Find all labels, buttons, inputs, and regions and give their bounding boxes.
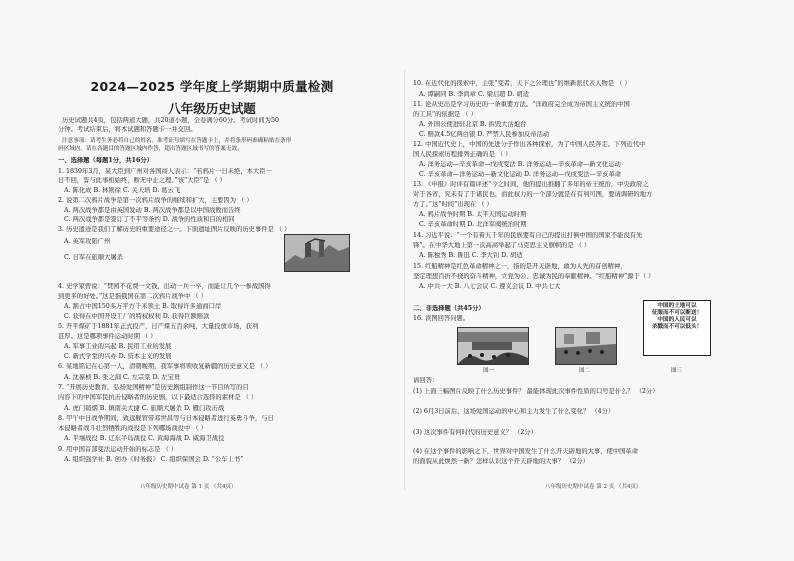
figure-caption: 图一 bbox=[483, 368, 495, 374]
option-line: C. 辛亥革命时期 D. 北洋军阀统治时期 bbox=[419, 221, 527, 228]
option-line: C. 两次战争都是签订了不平等条约 D. 战争的性质和目的相同 bbox=[64, 216, 235, 223]
option-line: A. 虎门销烟 B. 镇南关大捷 C. 旅顺大屠杀 D. 雁门攻击战 bbox=[64, 405, 225, 412]
question-line: 本侵略者战斗壮烈牺牲的战役是下列哪场战役中 （ ） bbox=[58, 425, 207, 432]
option-line: A. 割占中国150多万平方千米领土 B. 取得许多通商口岸 bbox=[64, 303, 222, 310]
question-line: 6. 某地铭记在心第一人，清朝晚期，我军事将领收复新疆的历史意义是 （ ） bbox=[58, 363, 272, 370]
instruction-line: 历史试题共4页，包括两道大题，共20道小题，全卷满分60分。考试时间为50 bbox=[62, 117, 279, 124]
question-line: 请回答： bbox=[413, 377, 439, 384]
question-line: 4. 史学家曾说：“焚园不花费一文钱，出动一兵一卒，而能让几个一参战国得 bbox=[58, 283, 271, 290]
figure-two-photo bbox=[555, 327, 617, 365]
option-line: A. 中共一大 B. 八七会议 C. 遵义会议 D. 中共七大 bbox=[419, 283, 561, 290]
option-line: A. 鸦片战争时期 B. 太平天国运动时期 bbox=[419, 211, 527, 218]
question-line: 16. 读图回答问题。 bbox=[413, 315, 470, 322]
slogan-line: 中国的人民可以 bbox=[657, 317, 697, 323]
question-line: 的工具”的依据是 （ ） bbox=[413, 111, 477, 118]
figure-one-photo bbox=[457, 327, 529, 365]
exam-title: 2024—2025 学年度上学期期中质量检测 bbox=[90, 79, 334, 94]
option-line: C. 赔款4.5亿两白银 D. 严禁人民参加反帝活动 bbox=[419, 131, 550, 138]
figure-caption: 图三 bbox=[671, 368, 683, 374]
page-footer-right: 八年级历史期中试卷 第 2 页 （共4页） bbox=[545, 484, 642, 490]
instruction-line: 分钟。考试结束后，将本试题和答题卡一并交回。 bbox=[58, 126, 197, 133]
question-line: 国人民探索历程排列正确的是 （ ） bbox=[413, 151, 512, 158]
question-line: 7. “开展历史教育，弘扬爱国精神”是历史剧组制作这一节目所写的目 bbox=[58, 384, 249, 391]
question-line: 方了。”这“时间”出现在 （ ） bbox=[413, 201, 493, 208]
question-line: 的面貌从此焕然一新？怎样认识这个开天辟地的大事？ （2分） bbox=[413, 458, 590, 465]
question-line: 到更多的好处。”这是指俄国在第二次鸦片战争中 （ ） bbox=[58, 293, 207, 300]
page-footer-left: 八年级历史期中试卷 第 1 页 （共4页） bbox=[140, 484, 237, 490]
page-divider bbox=[404, 70, 405, 490]
option-line: A. 洋务运动—辛亥革命—戊戌变法 B. 洋务运动—辛亥革命—新文化运动 bbox=[419, 161, 621, 168]
question-line: 13. 《申报》时评有篇评述“今之时间，他的提出推翻了多年的帝王统治，中央政府之 bbox=[413, 181, 649, 188]
question-line: 2. 说第二次鸦片战争是第一次鸦片战争的继续和扩大，主要因为 （ ） bbox=[58, 197, 253, 204]
right-page bbox=[413, 0, 763, 561]
question-line: 8. 甲午中日战争期间，致远舰管带邓世昌等与日本侵略者进行英勇斗争，与日 bbox=[58, 415, 274, 422]
section-heading: 一、选择题（每题1分，共16分） bbox=[58, 157, 154, 164]
exam-subtitle: 八年级历史试题 bbox=[168, 101, 256, 116]
question-line: 11. 论从史出是学习历史的一条重要方法。“洋政府完全成为帝国主义统治中国 bbox=[413, 101, 630, 108]
question-line: 15. 红船精神是红色革命精神之一，指的是开天辟地，敢为人先的首创精神， bbox=[413, 263, 627, 270]
question-line: 内容下的中国军民抗击侵略者的历史剧，以下最适合选择的素材是 （ ） bbox=[58, 394, 258, 401]
slogan-line: 中国的土地可以 bbox=[657, 303, 697, 309]
slogan-line: 征服而不可以断送！ bbox=[651, 310, 703, 316]
question-line: 14. 习近平说：“一个有着五千年的民族要有自己的提出打倒中国的国家不能没有先 bbox=[413, 232, 643, 239]
option-line: A. 组织强学社 B. 创办《时务报》 C. 组织保国会 D. “公车上书” bbox=[64, 456, 244, 463]
option-line: A. 军事工业的兴起 B. 民用工业的发展 bbox=[64, 343, 172, 350]
option-line: A. 谭嗣同 B. 李鸿章 C. 梁启超 D. 胡适 bbox=[419, 91, 529, 98]
figure-caption: 图二 bbox=[579, 368, 591, 374]
option-line: A. 平壤战役 B. 辽东半岛战役 C. 黄海海战 D. 威海卫战役 bbox=[64, 435, 225, 442]
figure-three-slogan-card bbox=[643, 300, 711, 356]
question-line: 日不回，誓与此事相始终，断无中止之理。”该“大臣”是 （ ） bbox=[58, 177, 226, 184]
option-line: A. 陈独秀 B. 鲁迅 C. 李大钊 D. 胡适 bbox=[419, 252, 523, 259]
section-heading: 二、非选择题（共45分） bbox=[413, 305, 485, 312]
option-line: A. 英军攻陷广州 bbox=[64, 238, 111, 245]
slogan-line: 杀戮而不可以低头！ bbox=[651, 324, 703, 330]
question-line: 3. 历史遗迹是我们了解历史的重要途径之一。下面遗址图片反映的历史事件是 （ ） bbox=[58, 226, 291, 233]
question-line: (4) 在这个事件的影响之下，世界对中国发生了什么开天辟地的大事，使中国革命 bbox=[413, 448, 639, 455]
question-line: 1. 1839年3月，某大臣到广州对各国商人表示：“若鸦片一日未绝，本大臣一 bbox=[58, 168, 272, 175]
option-line: A. 陈化成 B. 林则徐 C. 关天培 D. 葛云飞 bbox=[64, 187, 181, 194]
question-line: 9. 用中国首部变法运动开始的标志是 （ ） bbox=[58, 446, 178, 453]
option-line: A. 沈葆桢 B. 张之洞 C. 左宗棠 D. 左宝贵 bbox=[64, 374, 181, 381]
question-line: 12. 中国近代史上，中国的先进分子作出各种探索，为了中国人民奔走。下列近代中 bbox=[413, 141, 646, 148]
question-line: (1) 上面三幅图片反映了什么历史事件？ 最能体现此次事件性质的口号是什么？ （2分） bbox=[413, 388, 659, 395]
question-line: 5. 开平煤矿于1881年正式投产，日产煤五百余吨，大量投放市场，获利 bbox=[58, 323, 259, 330]
option-line: A. 两次战争都是由英国发动 B. 两次战争都是以中国战败而告终 bbox=[64, 207, 241, 214]
option-line: A. 外国公使进驻北京 B. 拆毁大沽炮台 bbox=[419, 121, 527, 128]
ruins-photo bbox=[284, 234, 350, 272]
option-line: C. 日军在旅顺大屠杀 bbox=[64, 254, 123, 261]
question-line: (2) 6月3日前后，这场爱国运动的中心和主力发生了什么变化？ （4分） bbox=[413, 408, 615, 415]
question-line: 10. 在近代化的探索中，主张“变者，天下之公理也”的维新派代表人物是 （ ） bbox=[413, 80, 631, 87]
question-line: 锋”。在中华大地上第一次高高举起了马克思主义旗帜的是 （ ） bbox=[413, 242, 591, 249]
option-line: C. 辛亥革命—洋务运动—新文化运动 D. 洋务运动—戊戌变法—辛亥革命 bbox=[419, 171, 622, 178]
option-line: C. 新式学堂的兴办 D. 资本主义的发展 bbox=[64, 353, 172, 360]
question-line: 对于各省，究未有了于诸民也，而此权力的一个部分就是在有利可图，要请调研的地方 bbox=[413, 191, 653, 198]
notice-line: 码区域内。请在各题目的答题区域内作答，超出答题区域书写的答案无效。 bbox=[58, 146, 243, 152]
notice-line: 注意事项：请考生务必将自己的姓名、准考证号填写在答题卡上，并将条形码准确粘贴在条形 bbox=[62, 138, 292, 144]
question-line: 甚厚。这是哪项事件运动时期 （ ） bbox=[58, 333, 157, 340]
question-line: 坚定理想百折不挠的奋斗精神，立党为公、忠诚为民的奉献精神。“红船精神”源于（ ） bbox=[413, 273, 655, 280]
question-line: (3) 这次事件有何时代的历史意义？ （2分） bbox=[413, 429, 537, 436]
option-line: C. 获得在中国开设工厂的特权权利 D. 获得巨额赔款 bbox=[64, 313, 210, 320]
left-page bbox=[58, 0, 403, 561]
